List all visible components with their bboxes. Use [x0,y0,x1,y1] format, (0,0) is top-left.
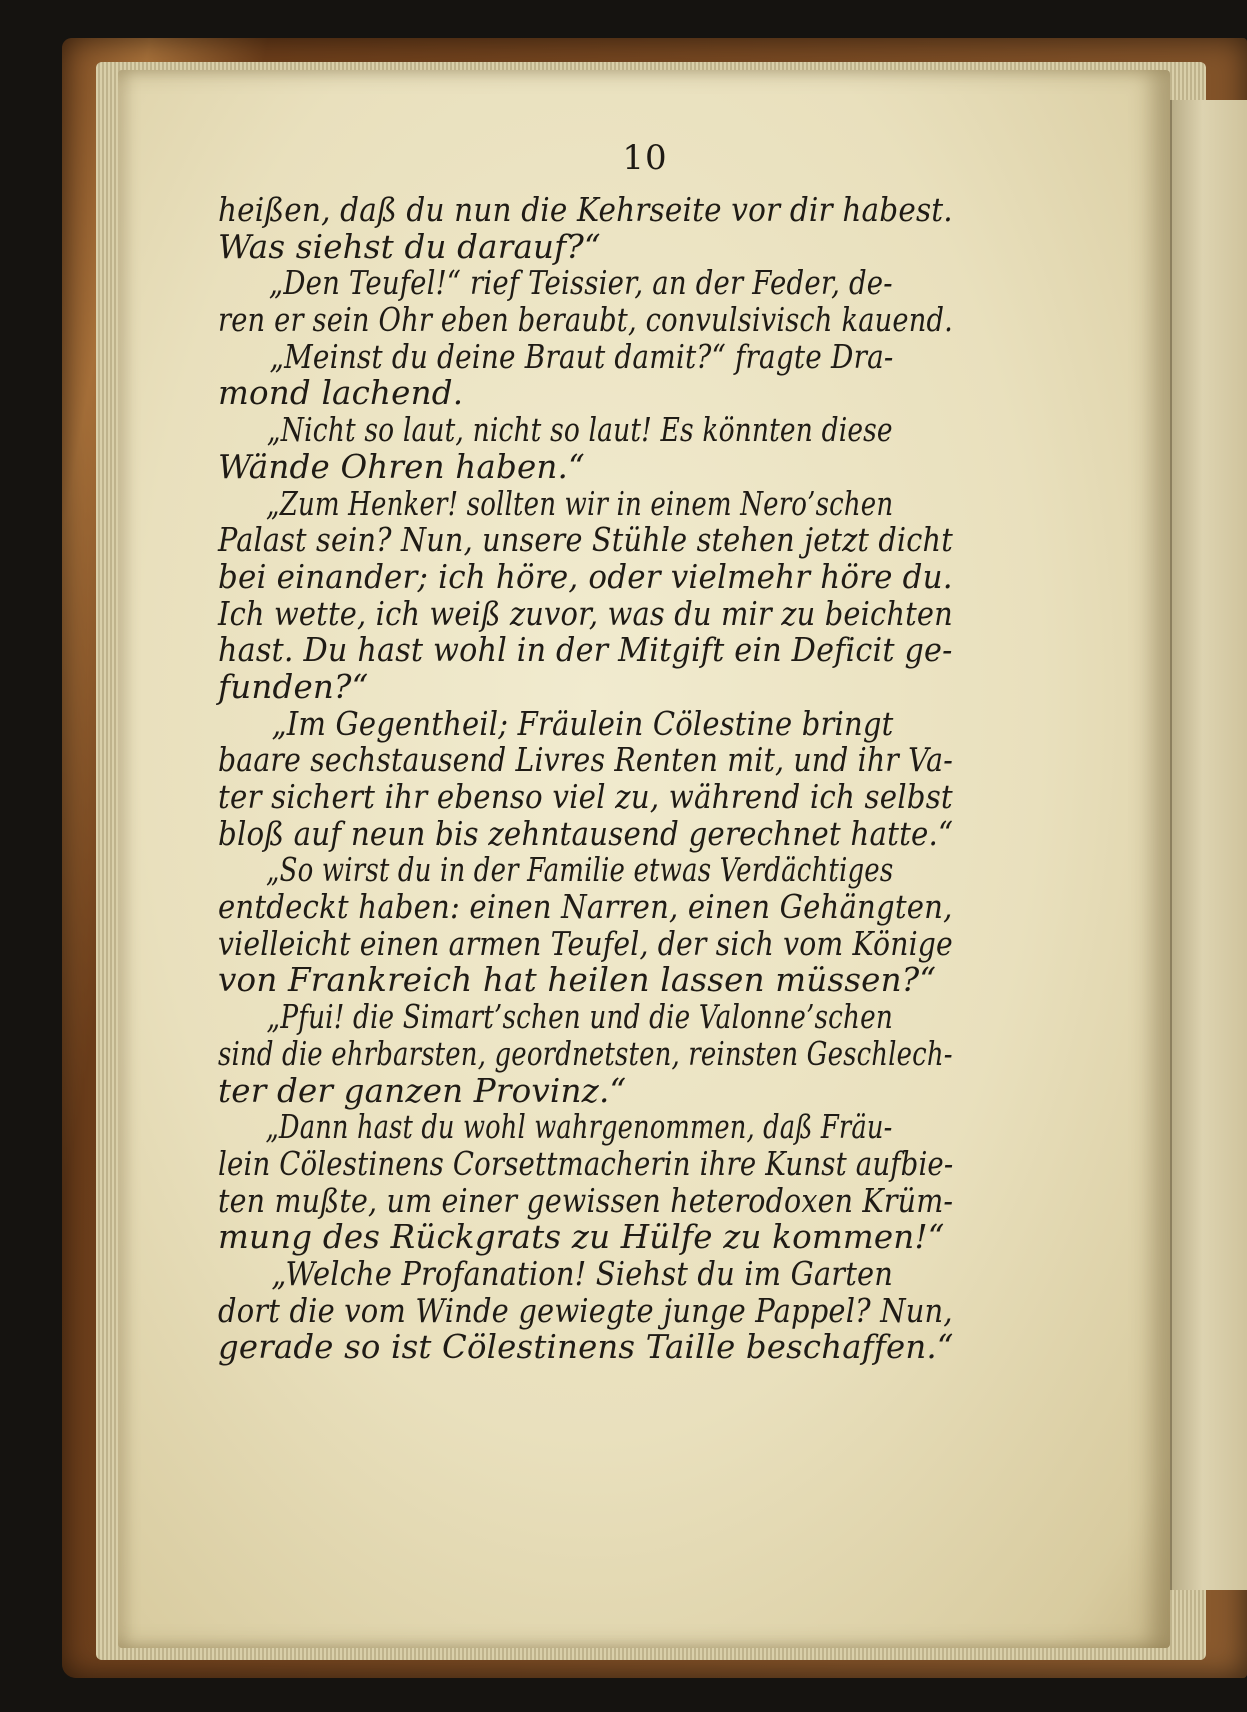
text-line: Ich wette, ich weiß zuvor, was du mir zu beichten [218,594,953,633]
text-line: „Den Teufel!“ rief Teissier, an der Feder, de- [268,264,893,303]
text-line: Was siehst du darauf?“ [218,227,601,266]
text-line: Wände Ohren haben.“ [218,447,585,486]
text-line: Palast sein? Nun, unsere Stühle stehen jetzt dicht [218,521,953,560]
text-line: „Welche Profanation! Siehst du im Garten [271,1254,894,1293]
text-line: von Frankreich hat heilen lassen müssen?“ [218,961,937,1000]
text-line: „Nicht so laut, nicht so laut! Es könnten diese [266,411,893,450]
text-line: ten mußte, um einer gewissen heterodoxen Krüm- [218,1181,954,1220]
text-line: lein Cölestinens Corsettmacherin ihre Kunst aufbie- [218,1144,954,1183]
page-text [218,192,953,1366]
text-line: ter sichert ihr ebenso viel zu, während ich selbst [218,778,953,816]
page-number: 10 [622,138,668,178]
text-line: „Im Gegentheil; Fräulein Cölestine bringt [271,704,894,743]
text-line: „Dann hast du wohl wahrgenommen, daß Fräu- [265,1108,893,1147]
text-line: baare sechstausend Livres Renten mit, und ihr Va- [218,741,953,780]
text-line: gerade so ist Cölestinens Taille beschaffen.“ [218,1328,954,1367]
text-line: sind die ehrbarsten, geordnetsten, reinsten Geschlech- [218,1034,953,1073]
text-line: entdeckt haben: einen Narren, einen Gehängten, [218,888,953,927]
text-line: mond lachend. [218,374,464,413]
text-line: ren er sein Ohr eben beraubt, convulsivisch kauend. [218,301,953,340]
text-line: „Zum Henker! sollten wir in einem Nero’schen [266,484,894,523]
text-line: hast. Du hast wohl in der Mitgift ein Deficit ge- [218,631,953,670]
text-line: „So wirst du in der Familie etwas Verdächtiges [266,851,894,890]
text-line: „Meinst du deine Braut damit?“ fragte Dra- [269,337,894,376]
text-line: bloß auf neun bis zehntausend gerechnet hatte.“ [218,814,954,853]
text-line: dort die vom Winde gewiegte junge Pappel? Nun, [218,1291,953,1330]
text-line: „Pfui! die Simart’schen und die Valonne’schen [266,998,893,1037]
facing-page-edge [1170,100,1247,1590]
text-line: ter der ganzen Provinz.“ [218,1071,627,1110]
text-line: heißen, daß du nun die Kehrseite vor dir habest. [218,191,953,229]
text-line: mung des Rückgrats zu Hülfe zu kommen!“ [218,1218,945,1257]
text-line: funden?“ [218,667,369,706]
text-line: vielleicht einen armen Teufel, der sich vom Könige [218,924,953,963]
text-line: bei einander; ich höre, oder vielmehr höre du. [218,557,953,596]
